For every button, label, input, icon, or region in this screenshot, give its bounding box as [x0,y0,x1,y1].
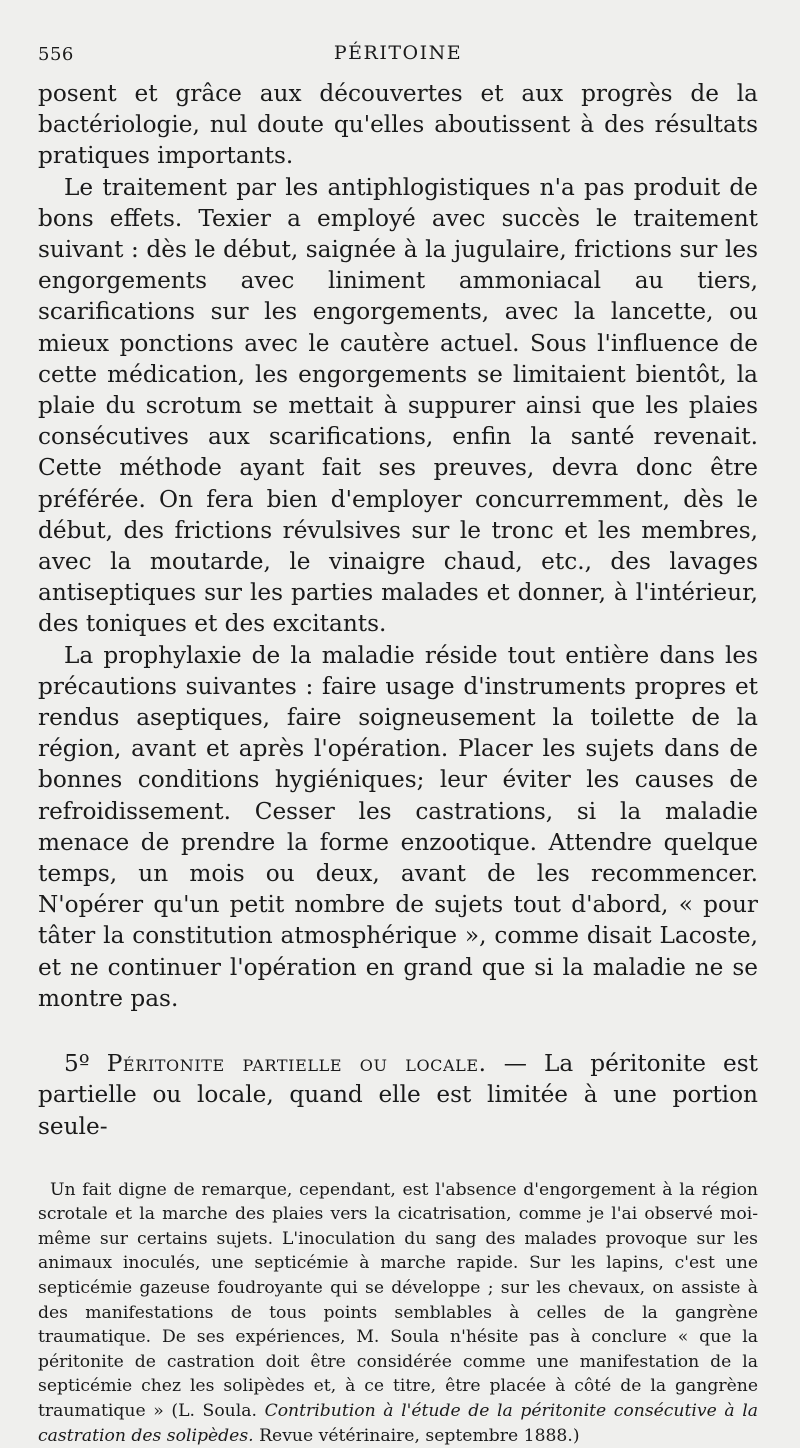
section-number: 5º [64,1050,90,1078]
footnote-citation-source: Revue vétérinaire, septembre 1888.) [259,1425,580,1446]
footnote-citation-title: Contribution à l'étude de la péritonite consécutive à la castration des solipèdes. [38,1401,758,1446]
paragraph-prophylaxis: La prophylaxie de la maladie réside tout entière dans les précautions suivantes : faire usage d'instruments propres et rendus aseptiques, faire soigneusement la toilette de la région, avant et après l'opération. Placer les sujets dans de bonnes conditions hygiéniques; leur éviter les causes de refroidissement. Cesser les castrations, si la maladie menace de prendre la forme enzootique. Attendre quelque temps, un mois ou deux, avant de les recommencer. N'opérer qu'un petit nombre de sujets tout d'abord, « pour tâter la constitution atmosphérique », comme disait Lacoste, et ne continuer l'opération en grand que si la maladie ne se montre pas. [38,641,758,1012]
footnote-text: Un fait digne de remarque, cependant, est l'absence d'engorgement à la région scrotale et la marche des plaies vers la cicatrisation, comme je l'ai observé moi-même sur certains sujets. L'inoculation du sang des malades provoque sur les animaux inoculés, une septicémie à marche rapide. Sur les lapins, c'est une septicémie gazeuse foudroyante qui se développe ; sur les chevaux, on assiste à des manifestations de tous points semblables à celles de la gangrène traumatique. De ses expériences, M. Soula n'hésite pas à conclure « que la péritonite de castration doit être considérée comme une manifestation de la septicémie chez les solipèdes et, à ce titre, être placée à côté de la gangrène traumatique » (L. Soula. [38,1179,758,1422]
section-heading: Péritonite partielle ou locale. [106,1050,487,1078]
page-number: 556 [38,44,74,65]
section-dash: — [503,1050,527,1078]
running-title: PÉRITOINE [333,42,463,64]
paragraph-treatment: Le traitement par les antiphlogistiques n'a pas produit de bons effets. Texier a employé avec succès le traitement suivant : dès le début, saignée à la jugulaire, frictions sur les engorgements avec liniment ammoniacal au tiers, scarifications sur les engorgements, avec la lancette, ou mieux ponctions avec le cautère actuel. Sous l'influence de cette médication, les engorgements se limitaient bientôt, la plaie du scrotum se mettait à suppurer ainsi que les plaies consécutives aux scarifications, enfin la santé revenait. Cette méthode ayant fait ses preuves, devra donc être préférée. On fera bien d'employer concurremment, dès le début, des frictions révulsives sur le tronc et les membres, avec la moutarde, le vinaigre chaud, etc., des lavages antiseptiques sur les parties malades et donner, à l'intérieur, des toniques et des excitants. [38,173,758,638]
paragraph-continuation: posent et grâce aux découvertes et aux progrès de la bactériologie, nul doute qu'elles aboutissent à des résultats pratiques importants. [38,80,758,170]
section-text: La péritonite est partielle ou locale, quand elle est limitée à une portion seule- [38,1050,758,1140]
section-partial-peritonitis [38,1048,758,1142]
page-header [38,0,758,78]
main-text [38,78,758,1014]
footnote [38,1178,758,1448]
